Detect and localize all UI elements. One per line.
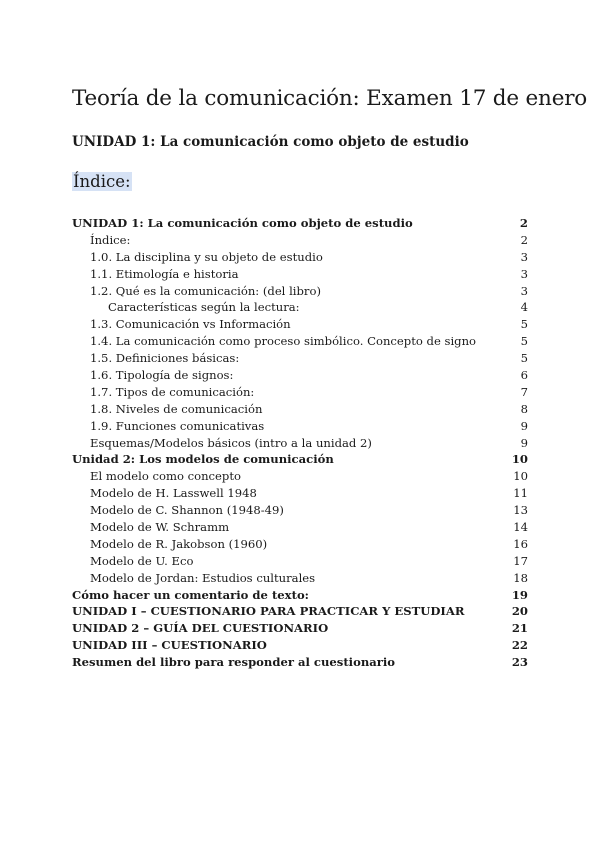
toc-entry[interactable] — [72, 266, 528, 283]
toc-entry-page-number: 19 — [511, 587, 528, 602]
toc-entry[interactable] — [72, 451, 528, 468]
toc-entry-label[interactable]: 1.4. La comunicación como proceso simbólico. Concepto de signo — [90, 334, 477, 349]
toc-entry-label[interactable]: 1.6. Tipología de signos: — [90, 368, 234, 383]
toc-entry[interactable] — [72, 502, 528, 519]
toc-entry-label[interactable]: 1.9. Funciones comunicativas — [90, 418, 265, 433]
toc-entry[interactable] — [72, 570, 528, 587]
toc-entry-label[interactable]: 1.3. Comunicación vs Información — [90, 317, 291, 332]
toc-entry[interactable] — [72, 637, 528, 654]
toc-entry-label[interactable]: Modelo de Jordan: Estudios culturales — [90, 570, 316, 585]
toc-entry-label[interactable]: Modelo de U. Eco — [90, 553, 194, 568]
toc-entry-label[interactable]: 1.7. Tipos de comunicación: — [90, 384, 255, 399]
toc-entry[interactable] — [72, 350, 528, 367]
toc-entry-label[interactable]: 1.0. La disciplina y su objeto de estudio — [90, 249, 323, 264]
toc-entry-page-number: 5 — [520, 334, 528, 349]
toc-entry[interactable] — [72, 435, 528, 452]
toc-entry[interactable] — [72, 587, 528, 604]
toc-entry-page-number: 13 — [513, 503, 528, 518]
toc-entry-label[interactable]: UNIDAD 1: La comunicación como objeto de estudio — [72, 216, 413, 230]
toc-entry[interactable] — [72, 401, 528, 418]
toc-entry[interactable] — [72, 553, 528, 570]
toc-entry-page-number: 20 — [511, 604, 528, 619]
toc-entry-page-number: 3 — [520, 266, 528, 281]
toc-entry-label[interactable]: UNIDAD III – CUESTIONARIO — [72, 638, 267, 653]
toc-entry-label[interactable]: UNIDAD 2 – GUÍA DEL CUESTIONARIO — [72, 621, 329, 636]
toc-entry-label[interactable]: El modelo como concepto — [90, 469, 241, 484]
toc-entry[interactable] — [72, 654, 528, 671]
toc-entry-page-number: 21 — [511, 621, 528, 636]
toc-entry[interactable] — [72, 519, 528, 536]
toc-entry-label[interactable]: 1.1. Etimología e historia — [90, 266, 239, 281]
toc-entry-page-number: 16 — [513, 536, 528, 551]
toc-entry[interactable] — [72, 485, 528, 502]
toc-entry-page-number: 3 — [520, 283, 528, 298]
unit-heading: UNIDAD 1: La comunicación como objeto de estudio — [72, 134, 469, 150]
index-heading-text: Índice: — [73, 172, 131, 191]
toc-entry-label[interactable]: 1.5. Definiciones básicas: — [90, 351, 240, 366]
toc-entry-page-number: 3 — [520, 249, 528, 264]
toc-entry-page-number: 9 — [520, 418, 528, 433]
table-of-contents — [72, 215, 528, 671]
toc-entry[interactable] — [72, 384, 528, 401]
toc-entry-label[interactable]: Modelo de R. Jakobson (1960) — [90, 536, 268, 551]
toc-entry-page-number: 9 — [520, 435, 528, 450]
toc-entry[interactable] — [72, 468, 528, 485]
toc-entry[interactable] — [72, 299, 528, 316]
toc-entry-label[interactable]: Cómo hacer un comentario de texto: — [72, 587, 309, 602]
toc-entry-label[interactable]: Unidad 2: Los modelos de comunicación — [72, 452, 334, 467]
toc-entry-page-number: 7 — [520, 384, 528, 399]
index-heading — [72, 172, 132, 191]
toc-entry-page-number: 18 — [513, 570, 528, 585]
toc-entry-page-number: 23 — [511, 655, 528, 670]
toc-entry-label[interactable]: Esquemas/Modelos básicos (intro a la unidad 2) — [90, 435, 372, 450]
toc-entry[interactable] — [72, 367, 528, 384]
toc-entry-page-number: 11 — [513, 486, 528, 501]
toc-entry[interactable] — [72, 283, 528, 300]
toc-entry-page-number: 2 — [520, 232, 528, 247]
toc-entry[interactable] — [72, 620, 528, 637]
document-title: Teoría de la comunicación: Examen 17 de enero — [72, 86, 588, 111]
toc-entry-label[interactable]: Modelo de H. Lasswell 1948 — [90, 486, 257, 501]
toc-entry[interactable] — [72, 536, 528, 553]
toc-entry-page-number: 8 — [520, 401, 528, 416]
toc-entry-page-number: 4 — [520, 300, 528, 315]
toc-entry-page-number: 14 — [513, 520, 528, 535]
toc-entry[interactable] — [72, 418, 528, 435]
toc-entry[interactable] — [72, 232, 528, 249]
toc-entry-page-number: 17 — [513, 553, 528, 568]
toc-entry-label[interactable]: UNIDAD I – CUESTIONARIO PARA PRACTICAR Y ESTUDIAR — [72, 604, 465, 619]
toc-entry-page-number: 2 — [519, 216, 528, 230]
toc-entry-page-number: 10 — [511, 452, 528, 467]
toc-entry-label[interactable]: 1.8. Niveles de comunicación — [90, 401, 263, 416]
toc-entry[interactable] — [72, 215, 528, 232]
toc-entry-page-number: 6 — [520, 368, 528, 383]
toc-entry[interactable] — [72, 603, 528, 620]
toc-entry-label[interactable]: Características según la lectura: — [108, 300, 300, 315]
toc-entry-label[interactable]: Modelo de C. Shannon (1948-49) — [90, 503, 284, 518]
toc-entry-page-number: 5 — [520, 317, 528, 332]
toc-entry-label[interactable]: Índice: — [90, 232, 131, 247]
toc-entry[interactable] — [72, 333, 528, 350]
toc-entry[interactable] — [72, 316, 528, 333]
toc-entry[interactable] — [72, 249, 528, 266]
toc-entry-label[interactable]: Resumen del libro para responder al cuestionario — [72, 655, 396, 670]
toc-entry-page-number: 10 — [513, 469, 528, 484]
toc-entry-page-number: 22 — [511, 638, 528, 653]
toc-entry-page-number: 5 — [520, 351, 528, 366]
toc-entry-label[interactable]: Modelo de W. Schramm — [90, 520, 230, 535]
toc-entry-label[interactable]: 1.2. Qué es la comunicación: (del libro) — [90, 283, 321, 298]
